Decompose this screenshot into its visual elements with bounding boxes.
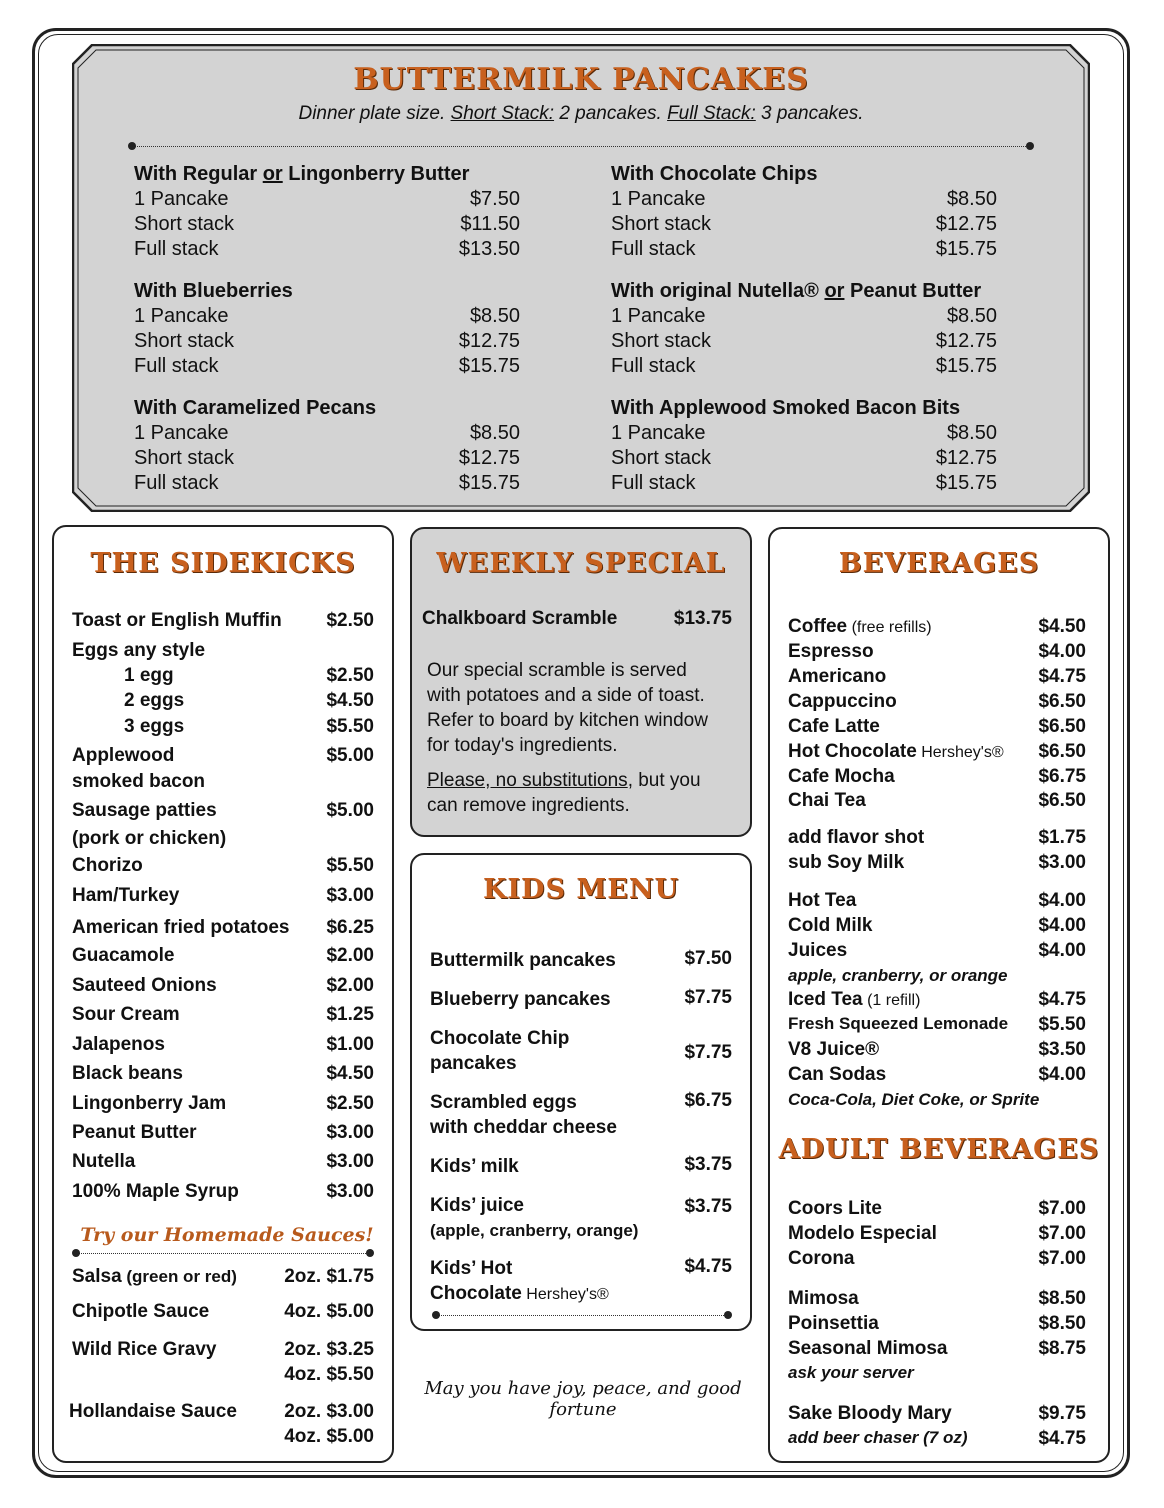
pancake-group bbox=[611, 279, 997, 379]
sauce-price: 2oz. $3.25 bbox=[284, 1339, 374, 1360]
kids-item bbox=[430, 1256, 609, 1307]
pancake-group bbox=[611, 396, 997, 496]
beverage-name-text: apple, cranberry, or orange bbox=[788, 966, 1008, 985]
sidekick-name: Jalapenos bbox=[72, 1034, 165, 1055]
sauce-note: (green or red) bbox=[121, 1267, 237, 1286]
sidekick-price: $1.25 bbox=[326, 1004, 374, 1025]
beverage-price: $3.00 bbox=[1038, 852, 1086, 873]
beverage-name-text: Cappuccino bbox=[788, 691, 897, 712]
pancake-size: 1 Pancake bbox=[134, 188, 229, 210]
beverage-name-text: sub Soy Milk bbox=[788, 852, 905, 873]
beverage-name bbox=[788, 852, 904, 874]
beverage-name bbox=[788, 827, 924, 849]
sidekick-name: Nutella bbox=[72, 1151, 136, 1172]
beverage-price: $4.00 bbox=[1038, 940, 1086, 961]
pancake-price: $8.50 bbox=[946, 188, 997, 210]
pancake-size: Short stack bbox=[611, 213, 712, 235]
pancake-group-title bbox=[134, 279, 520, 304]
pancake-group-title bbox=[611, 162, 997, 187]
sidekick-name: Sauteed Onions bbox=[72, 975, 217, 996]
adult-beverage-price: $9.75 bbox=[1038, 1403, 1086, 1424]
beverage-name-text: Hot Chocolate bbox=[788, 741, 917, 762]
beverage-name bbox=[788, 915, 872, 937]
sidekick-name: Toast or English Muffin bbox=[72, 610, 282, 631]
kids-item-line2-text: pancakes bbox=[430, 1053, 517, 1074]
sidekick-price: $2.00 bbox=[326, 945, 374, 966]
pancake-price-row bbox=[611, 237, 997, 262]
sidekick-name: Applewood bbox=[72, 745, 175, 766]
sidekick-price: $2.50 bbox=[326, 610, 374, 631]
sidekick-name: Eggs any style bbox=[72, 640, 206, 661]
beverage-note: (1 refill) bbox=[862, 992, 921, 1009]
pancake-group-title-part: With Caramelized Pecans bbox=[134, 397, 377, 419]
sidekick-price: $3.00 bbox=[326, 1181, 374, 1202]
sidekick-name: smoked bacon bbox=[72, 771, 206, 792]
beverage-name-text: add flavor shot bbox=[788, 827, 925, 848]
pancake-size: Short stack bbox=[134, 213, 235, 235]
adult-beverage-name: Seasonal Mimosa bbox=[788, 1338, 948, 1359]
beverage-name-text: Cafe Latte bbox=[788, 716, 880, 737]
sidekick-price: $4.50 bbox=[326, 690, 374, 711]
adult-beverage-price: $8.50 bbox=[1038, 1288, 1086, 1309]
pancakes-divider bbox=[132, 146, 1030, 147]
kids-item-line1: Kids’ Hot bbox=[430, 1258, 513, 1279]
pancake-price-row bbox=[611, 304, 997, 329]
pancakes-header bbox=[72, 62, 1090, 125]
sidekick-price: $2.50 bbox=[326, 665, 374, 686]
kids-item-line1: Blueberry pancakes bbox=[430, 989, 611, 1010]
special-name: Chalkboard Scramble bbox=[422, 608, 618, 629]
adult-beverage-name: Corona bbox=[788, 1248, 855, 1269]
kids-item-price: $3.75 bbox=[684, 1196, 732, 1217]
kids-divider bbox=[436, 1315, 728, 1316]
beverage-name bbox=[788, 1014, 1008, 1034]
beverage-name bbox=[788, 989, 920, 1011]
pancake-size: Short stack bbox=[611, 447, 712, 469]
pancake-size: Short stack bbox=[134, 330, 235, 352]
kids-item-line1: Chocolate Chip bbox=[430, 1028, 570, 1049]
adult-beverage-price: $8.50 bbox=[1038, 1313, 1086, 1334]
pancake-price-row bbox=[611, 421, 997, 446]
sidekick-price: $3.00 bbox=[326, 885, 374, 906]
pancake-group-title-part: With Blueberries bbox=[134, 280, 293, 302]
pancake-size: Full stack bbox=[611, 472, 696, 494]
kids-item bbox=[430, 1154, 519, 1179]
pancake-group-title-or: or bbox=[824, 280, 845, 302]
special-description: Our special scramble is served with potatoes and a side of toast. Refer to board by kitchen window for today's ingredients. Please, no substitutions, but you can remove ingredients. bbox=[427, 660, 708, 816]
pancake-price: $13.50 bbox=[458, 238, 520, 260]
sidekick-name: Sausage patties bbox=[72, 800, 217, 821]
kids-item bbox=[430, 1193, 638, 1243]
pancake-price-row bbox=[611, 471, 997, 496]
beverage-name bbox=[788, 641, 874, 663]
adult-beverage-name: Mimosa bbox=[788, 1288, 859, 1309]
beverage-name-text: Iced Tea bbox=[788, 989, 863, 1010]
beverage-name bbox=[788, 741, 1004, 763]
kids-item-line1: Kids’ milk bbox=[430, 1156, 519, 1177]
special-title: WEEKLY SPECIAL bbox=[436, 548, 726, 579]
sauce-price: 2oz. $3.00 bbox=[284, 1401, 374, 1422]
pancake-group-title-part: With original Nutella® bbox=[611, 280, 825, 302]
kids-item-line2-text: Chocolate bbox=[430, 1283, 522, 1304]
sauce-name bbox=[72, 1301, 209, 1323]
kids-item-line1: Kids’ juice bbox=[430, 1195, 524, 1216]
adult-beverage-price: $8.75 bbox=[1038, 1338, 1086, 1359]
kids-item bbox=[430, 948, 616, 973]
pancakes-subtitle: Dinner plate size. Short Stack: 2 pancakes. Full Stack: 3 pancakes. bbox=[298, 103, 864, 124]
sidekick-price: $5.50 bbox=[326, 855, 374, 876]
pancake-size: 1 Pancake bbox=[611, 422, 706, 444]
adult-beverage-price: $7.00 bbox=[1038, 1198, 1086, 1219]
pancake-group bbox=[611, 162, 997, 262]
sidekick-name: Guacamole bbox=[72, 945, 175, 966]
sidekick-name: 100% Maple Syrup bbox=[72, 1181, 239, 1202]
sidekick-name: Chorizo bbox=[72, 855, 143, 876]
beverage-price: $4.50 bbox=[1038, 616, 1086, 637]
pancake-group-title-part: With Applewood Smoked Bacon Bits bbox=[611, 397, 961, 419]
beverage-name bbox=[788, 1064, 886, 1086]
beverage-price: $4.00 bbox=[1038, 915, 1086, 936]
pancake-group bbox=[134, 162, 520, 262]
pancake-price-row bbox=[134, 304, 520, 329]
beverage-price: $3.50 bbox=[1038, 1039, 1086, 1060]
sidekick-name: American fried potatoes bbox=[72, 917, 290, 938]
kids-title: KIDS MENU bbox=[482, 874, 680, 905]
kids-item-line2 bbox=[430, 1281, 609, 1307]
footer-quote: May you have joy, peace, and good fortune bbox=[424, 1378, 742, 1420]
pancake-price-row bbox=[134, 446, 520, 471]
kids-item-price: $7.75 bbox=[684, 1042, 732, 1063]
sidekick-price: $2.50 bbox=[326, 1093, 374, 1114]
sidekick-price: $5.00 bbox=[326, 745, 374, 766]
beverage-price: $1.75 bbox=[1038, 827, 1086, 848]
beverage-price: $5.50 bbox=[1038, 1014, 1086, 1035]
beverage-name bbox=[788, 691, 897, 713]
beverage-note: Hershey's® bbox=[916, 744, 1004, 761]
pancake-price: $15.75 bbox=[458, 472, 520, 494]
pancake-price: $15.75 bbox=[935, 472, 997, 494]
pancake-size: Full stack bbox=[134, 472, 219, 494]
sidekick-name: Sour Cream bbox=[72, 1004, 180, 1025]
pancake-size: 1 Pancake bbox=[134, 422, 229, 444]
pancake-price: $8.50 bbox=[946, 422, 997, 444]
kids-item bbox=[430, 1026, 569, 1076]
pancake-price: $15.75 bbox=[458, 355, 520, 377]
kids-item-price: $7.50 bbox=[684, 948, 732, 969]
sauces-divider bbox=[76, 1253, 370, 1254]
sauce-price: 4oz. $5.00 bbox=[284, 1426, 374, 1447]
beverages-title: BEVERAGES bbox=[838, 548, 1040, 579]
pancake-size: Short stack bbox=[134, 447, 235, 469]
pancake-size: Full stack bbox=[134, 355, 219, 377]
beverage-price: $6.50 bbox=[1038, 691, 1086, 712]
pancake-price-row bbox=[134, 212, 520, 237]
beverage-price: $6.75 bbox=[1038, 766, 1086, 787]
beverage-name bbox=[788, 666, 886, 688]
pancake-price: $11.50 bbox=[460, 213, 520, 235]
beverage-name-text: V8 Juice® bbox=[788, 1039, 880, 1060]
kids-item-price: $7.75 bbox=[684, 987, 732, 1008]
beverage-name bbox=[788, 790, 866, 812]
sidekick-name: Ham/Turkey bbox=[72, 885, 180, 906]
kids-item bbox=[430, 1090, 617, 1140]
beverage-name bbox=[788, 1039, 879, 1061]
pancake-size: Short stack bbox=[611, 330, 712, 352]
pancake-price: $15.75 bbox=[935, 355, 997, 377]
pancake-price-row bbox=[134, 471, 520, 496]
sidekick-name: 3 eggs bbox=[124, 716, 185, 737]
sauce-name bbox=[69, 1401, 237, 1423]
pancake-group-title-part: Peanut Butter bbox=[844, 280, 982, 302]
pancake-group-title-part: With Chocolate Chips bbox=[611, 163, 818, 185]
pancake-price: $8.50 bbox=[469, 305, 520, 327]
beverage-price: $6.50 bbox=[1038, 716, 1086, 737]
sauce-price: 2oz. $1.75 bbox=[284, 1266, 374, 1287]
sauce-name-text: Hollandaise Sauce bbox=[69, 1401, 237, 1422]
beverage-name-text: Americano bbox=[788, 666, 887, 687]
sidekick-price: $3.00 bbox=[326, 1122, 374, 1143]
beverage-name-text: Fresh Squeezed Lemonade bbox=[788, 1014, 1009, 1033]
adult-beverage-name: Sake Bloody Mary bbox=[788, 1403, 952, 1424]
sidekick-price: $5.00 bbox=[326, 800, 374, 821]
beverage-name-text: Coffee bbox=[788, 616, 848, 637]
pancake-price-row bbox=[134, 237, 520, 262]
pancake-price-row bbox=[611, 329, 997, 354]
sidekick-price: $3.00 bbox=[326, 1151, 374, 1172]
pancake-price-row bbox=[611, 187, 997, 212]
adult-beverage-name: Modelo Especial bbox=[788, 1223, 937, 1244]
kids-item-line2 bbox=[430, 1051, 569, 1076]
pancake-size: 1 Pancake bbox=[611, 305, 706, 327]
beverage-name-text: Hot Tea bbox=[788, 890, 857, 911]
sauces-title: Try our Homemade Sauces! bbox=[80, 1224, 374, 1246]
beverage-name-text: Can Sodas bbox=[788, 1064, 887, 1085]
kids-item-note: Hershey's® bbox=[521, 1286, 609, 1303]
kids-item-line1: Scrambled eggs bbox=[430, 1092, 577, 1113]
kids-item-line2-text: (apple, cranberry, orange) bbox=[430, 1221, 639, 1240]
pancake-group-title bbox=[611, 396, 997, 421]
sidekicks-title: THE SIDEKICKS bbox=[90, 548, 356, 579]
pancake-group bbox=[134, 396, 520, 496]
sidekick-name: 1 egg bbox=[124, 665, 174, 686]
adult-beverage-name: ask your server bbox=[788, 1363, 914, 1382]
beverage-price: $6.50 bbox=[1038, 741, 1086, 762]
kids-item-line1: Buttermilk pancakes bbox=[430, 950, 616, 971]
beverage-name-text: Chai Tea bbox=[788, 790, 866, 811]
beverage-note: (free refills) bbox=[847, 619, 932, 636]
kids-item-price: $4.75 bbox=[684, 1256, 732, 1277]
special-price: $13.75 bbox=[673, 608, 732, 629]
kids-item-price: $3.75 bbox=[684, 1154, 732, 1175]
beverage-price: $4.75 bbox=[1038, 989, 1086, 1010]
pancake-group-title bbox=[134, 162, 520, 187]
sidekick-price: $5.50 bbox=[326, 716, 374, 737]
pancake-price-row bbox=[611, 446, 997, 471]
beverage-name bbox=[788, 940, 847, 962]
beverage-price: $4.75 bbox=[1038, 666, 1086, 687]
pancake-price: $12.75 bbox=[935, 447, 997, 469]
beverage-name-text: Juices bbox=[788, 940, 848, 961]
adult-beverage-price: $7.00 bbox=[1038, 1248, 1086, 1269]
pancake-price: $12.75 bbox=[458, 330, 520, 352]
pancake-price-row bbox=[134, 354, 520, 379]
pancake-price: $8.50 bbox=[469, 422, 520, 444]
pancake-price-row bbox=[134, 329, 520, 354]
beverage-name bbox=[788, 966, 1008, 986]
pancake-price: $15.75 bbox=[935, 238, 997, 260]
sidekick-name: 2 eggs bbox=[124, 690, 185, 711]
kids-item bbox=[430, 987, 611, 1012]
beverage-name bbox=[788, 716, 880, 738]
pancake-group-title bbox=[611, 279, 997, 304]
sidekick-name: Peanut Butter bbox=[72, 1122, 197, 1143]
sidekick-price: $6.25 bbox=[326, 917, 374, 938]
sidekick-name: (pork or chicken) bbox=[72, 828, 227, 849]
adult-beverage-name: Coors Lite bbox=[788, 1198, 882, 1219]
beverage-name-text: Espresso bbox=[788, 641, 874, 662]
beverage-price: $4.00 bbox=[1038, 641, 1086, 662]
adult-beverage-price: $7.00 bbox=[1038, 1223, 1086, 1244]
pancake-price-row bbox=[134, 421, 520, 446]
pancake-price-row bbox=[611, 212, 997, 237]
pancake-price-row bbox=[611, 354, 997, 379]
pancake-size: 1 Pancake bbox=[134, 305, 229, 327]
sidekick-price: $4.50 bbox=[326, 1063, 374, 1084]
kids-item-line2-text: with cheddar cheese bbox=[430, 1117, 617, 1138]
beverage-name bbox=[788, 890, 856, 912]
pancake-price: $12.75 bbox=[935, 330, 997, 352]
sauce-name-text: Wild Rice Gravy bbox=[72, 1339, 217, 1360]
pancake-size: Full stack bbox=[611, 355, 696, 377]
kids-item-line2 bbox=[430, 1115, 617, 1140]
beverage-name bbox=[788, 1090, 1039, 1110]
pancake-price: $12.75 bbox=[935, 213, 997, 235]
pancake-price-row bbox=[134, 187, 520, 212]
adult-beverage-name: add beer chaser (7 oz) bbox=[788, 1428, 968, 1447]
pancake-price: $12.75 bbox=[458, 447, 520, 469]
pancake-size: 1 Pancake bbox=[611, 188, 706, 210]
beverage-price: $6.50 bbox=[1038, 790, 1086, 811]
beverage-name bbox=[788, 766, 895, 788]
pancake-size: Full stack bbox=[134, 238, 219, 260]
pancakes-title: BUTTERMILK PANCAKES bbox=[353, 62, 809, 97]
beverage-price: $4.00 bbox=[1038, 1064, 1086, 1085]
kids-item-line2 bbox=[430, 1218, 638, 1243]
beverage-name-text: Cafe Mocha bbox=[788, 766, 895, 787]
adult-beverages-title: ADULT BEVERAGES bbox=[778, 1134, 1100, 1165]
beverage-name bbox=[788, 616, 932, 638]
kids-item-price: $6.75 bbox=[684, 1090, 732, 1111]
pancake-group-title-part: Lingonberry Butter bbox=[282, 163, 470, 185]
beverage-name-text: Cold Milk bbox=[788, 915, 873, 936]
pancake-group-title-or: or bbox=[262, 163, 283, 185]
pancake-price: $7.50 bbox=[469, 188, 520, 210]
sidekick-price: $2.00 bbox=[326, 975, 374, 996]
sauce-price: 4oz. $5.00 bbox=[284, 1301, 374, 1322]
sauce-price: 4oz. $5.50 bbox=[284, 1364, 374, 1385]
pancake-group-title bbox=[134, 396, 520, 421]
sauce-name-text: Chipotle Sauce bbox=[72, 1301, 210, 1322]
beverage-name-text: Coca-Cola, Diet Coke, or Sprite bbox=[788, 1090, 1040, 1109]
sauce-name bbox=[72, 1266, 237, 1288]
pancake-group-title-part: With Regular bbox=[134, 163, 263, 185]
sauce-name-text: Salsa bbox=[72, 1266, 122, 1287]
pancake-size: Full stack bbox=[611, 238, 696, 260]
beverage-price: $4.00 bbox=[1038, 890, 1086, 911]
adult-beverage-price: $4.75 bbox=[1038, 1428, 1086, 1449]
sidekick-name: Black beans bbox=[72, 1063, 183, 1084]
pancake-group bbox=[134, 279, 520, 379]
sidekick-price: $1.00 bbox=[326, 1034, 374, 1055]
sauce-name bbox=[72, 1339, 217, 1361]
pancake-price: $8.50 bbox=[946, 305, 997, 327]
sidekick-name: Lingonberry Jam bbox=[72, 1093, 227, 1114]
adult-beverage-name: Poinsettia bbox=[788, 1313, 879, 1334]
